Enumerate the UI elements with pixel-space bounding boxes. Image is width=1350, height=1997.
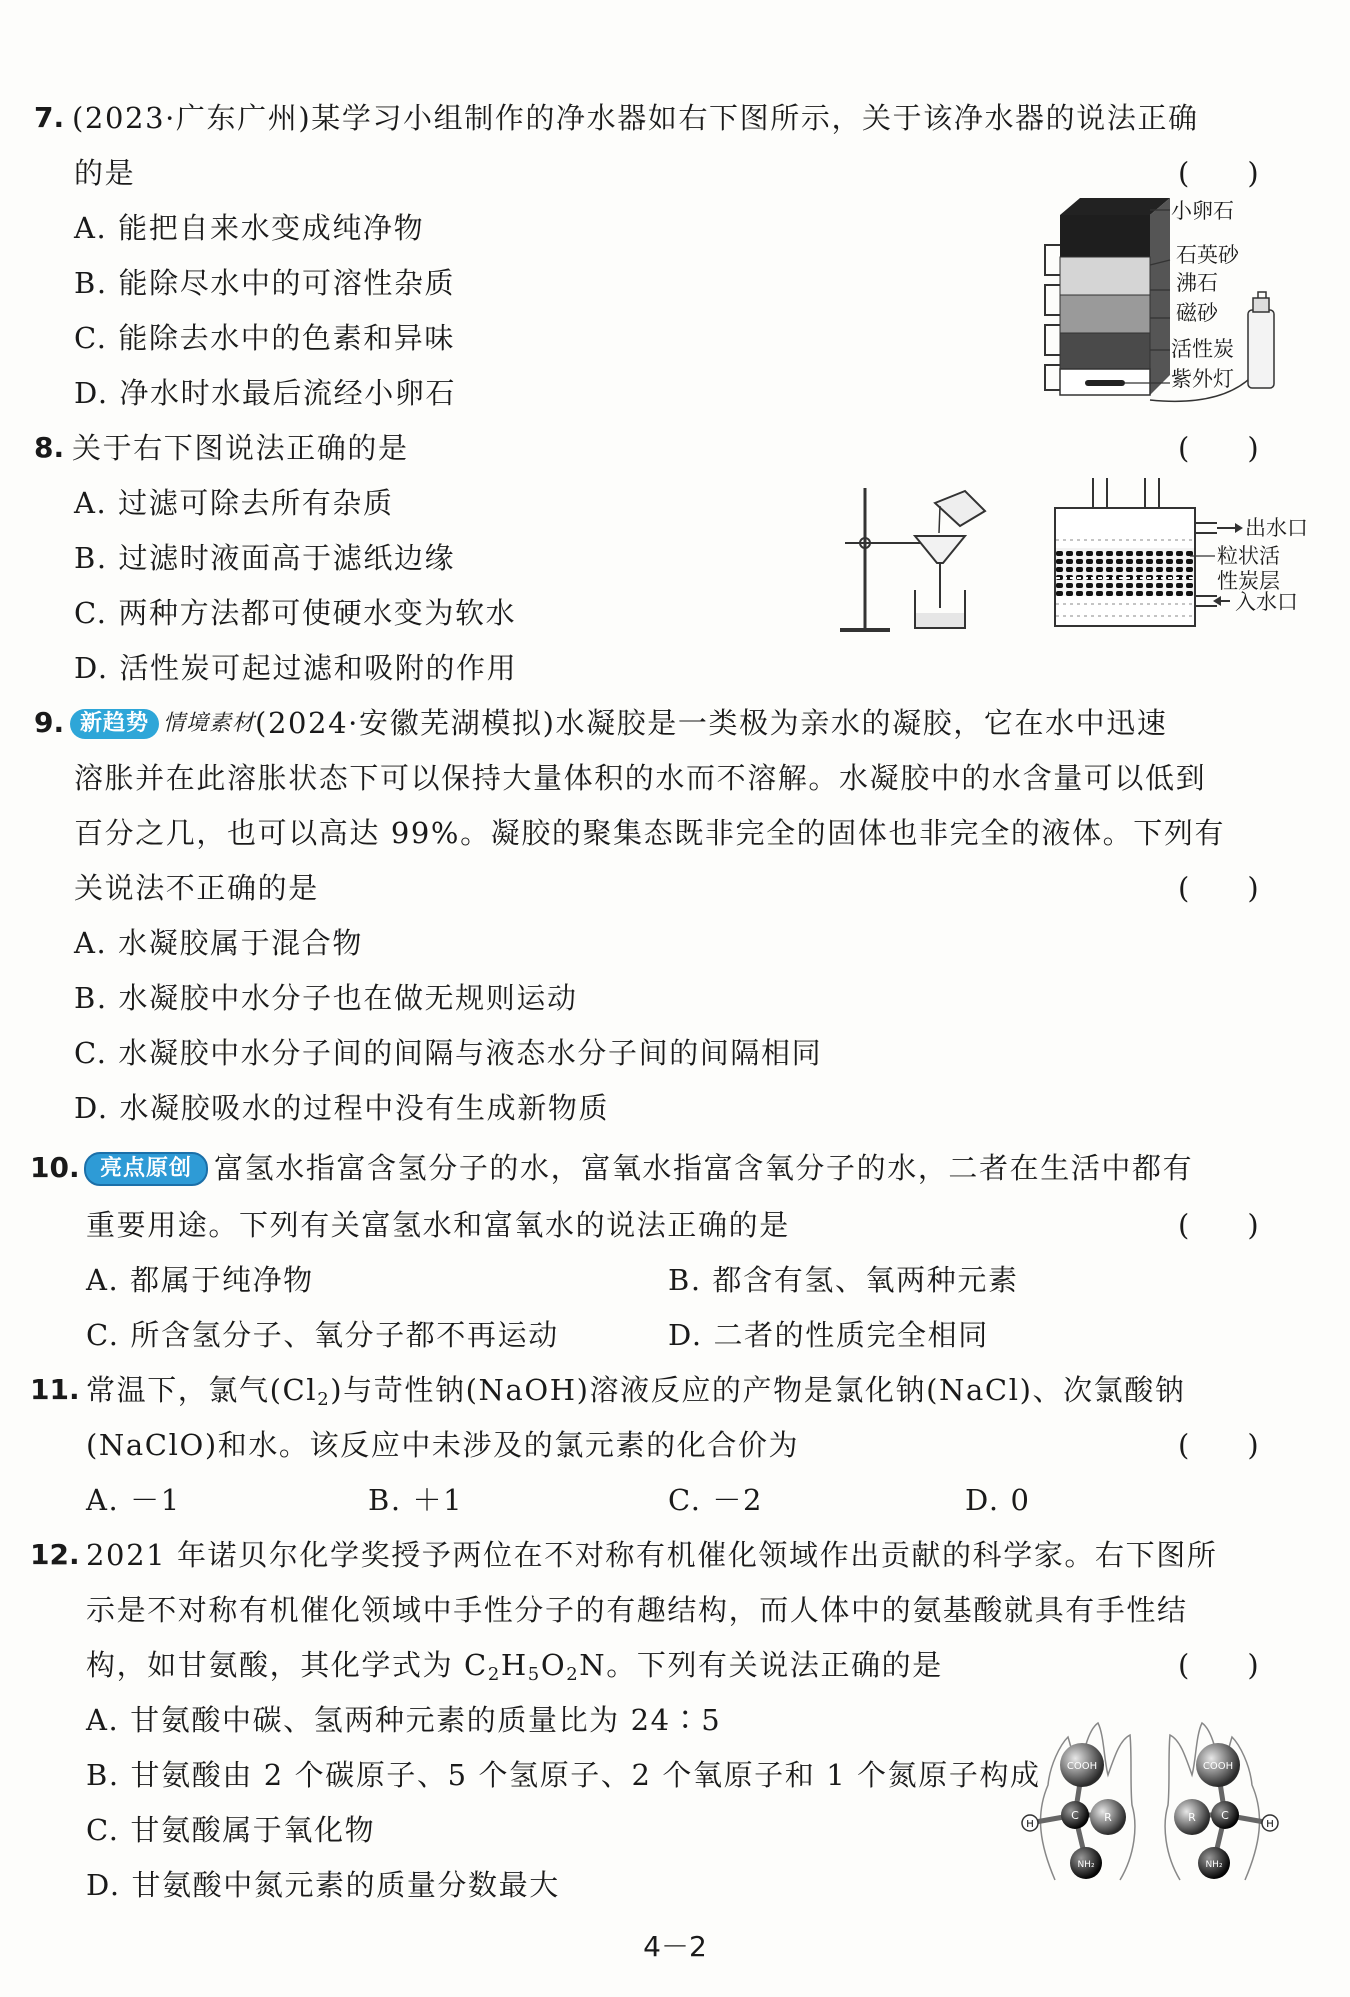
q7-uv-lamp: [1085, 380, 1125, 386]
q7-stem-line1: (2023·广东广州)某学习小组制作的净水器如右下图所示，关于该净水器的说法正确: [72, 101, 1199, 135]
q11-number: 11.: [30, 1373, 80, 1406]
q9-answer-paren: ( ): [1178, 871, 1259, 905]
q12-answer-paren: ( ): [1178, 1648, 1259, 1682]
q12-right-c-label: C: [1221, 1809, 1229, 1822]
q10-stem-line2: 重要用途。下列有关富氢水和富氧水的说法正确的是: [86, 1208, 790, 1242]
q8-label-carbon-2: 性炭层: [1217, 569, 1280, 593]
q11-option-a: A. －1: [86, 1483, 181, 1517]
q9-stem-line2: 溶胀并在此溶胀状态下可以保持大量体积的水而不溶解。水凝胶中的水含量可以低到: [74, 761, 1207, 795]
q11-answer-paren: ( ): [1178, 1428, 1259, 1462]
q12-option-c: C. 甘氨酸属于氧化物: [86, 1813, 376, 1847]
q8-option-d: D. 活性炭可起过滤和吸附的作用: [74, 651, 518, 685]
q11-option-d: D. 0: [965, 1483, 1031, 1517]
q10-option-c: C. 所含氢分子、氧分子都不再运动: [86, 1318, 559, 1352]
q7-bottle: [1248, 310, 1274, 388]
q10-option-b: B. 都含有氢、氧两种元素: [668, 1263, 1019, 1297]
page-number: 4－2: [643, 1930, 707, 1963]
q10-stem-text1: 富氢水指富含氢分子的水，富氧水指富含氧分子的水，二者在生活中都有: [214, 1151, 1194, 1185]
q12-left-r-label: R: [1104, 1811, 1112, 1824]
q7-option-d: D. 净水时水最后流经小卵石: [74, 376, 457, 410]
q10-stem-line1: [84, 1148, 1193, 1188]
q12-number: 12.: [30, 1538, 80, 1571]
q7-pebble-layer: [1060, 215, 1150, 257]
q10-original-badge: 亮点原创: [84, 1152, 208, 1186]
q7-magnetic-sand-layer: [1060, 295, 1150, 333]
q12-sub-c: 2: [487, 1664, 501, 1685]
q9-option-d: D. 水凝胶吸水的过程中没有生成新物质: [74, 1091, 610, 1125]
q12-stem-line3: [86, 1645, 943, 1685]
q7-water-purifier-figure: [1030, 190, 1280, 410]
q11-subscript: 2: [317, 1389, 331, 1410]
q8-label-inlet: 入水口: [1235, 590, 1298, 614]
q9-stem-line1: [70, 703, 1167, 744]
q12-left-nh2-label: NH₂: [1077, 1860, 1095, 1870]
q11-stem-part-b: )与苛性钠(NaOH)溶液反应的产物是氯化钠(NaCl)、次氯酸钠: [330, 1373, 1186, 1407]
q8-option-a: A. 过滤可除去所有杂质: [74, 486, 394, 520]
q7-number: 7.: [34, 101, 65, 134]
q12-stem3-d: N。下列有关说法正确的是: [579, 1648, 943, 1682]
q12-option-d: D. 甘氨酸中氮元素的质量分数最大: [86, 1868, 560, 1902]
q11-stem-line2: (NaClO)和水。该反应中未涉及的氯元素的化合价为: [86, 1428, 800, 1462]
q12-stem-line1: 2021 年诺贝尔化学奖授予两位在不对称有机催化领域作出贡献的科学家。右下图所: [86, 1538, 1218, 1572]
q8-label-outlet: 出水口: [1245, 516, 1308, 540]
q12-right-r-label: R: [1188, 1811, 1196, 1824]
q7-label-magnetic-sand: 磁砂: [1176, 301, 1218, 325]
q9-option-c: C. 水凝胶中水分子间的间隔与液态水分子间的间隔相同: [74, 1036, 823, 1070]
q7-label-pebble: 小卵石: [1171, 199, 1234, 223]
q7-label-uv-lamp: 紫外灯: [1171, 367, 1234, 391]
q8-filtration-apparatus-figure: [835, 478, 995, 638]
q8-pouring-beaker: [935, 491, 985, 526]
q10-option-a: A. 都属于纯净物: [86, 1263, 314, 1297]
q12-left-h-label: H: [1026, 1819, 1034, 1830]
q7-label-zeolite: 沸石: [1176, 271, 1218, 295]
q11-option-c: C. －2: [668, 1483, 764, 1517]
q7-activated-carbon-layer: [1060, 333, 1150, 369]
q8-funnel: [915, 536, 965, 563]
q9-stem-text1: (2024·安徽芜湖模拟)水凝胶是一类极为亲水的凝胶，它在水中迅速: [255, 706, 1168, 740]
q7-stem-line2: 的是: [74, 156, 136, 190]
q12-stem3-b: H: [500, 1648, 528, 1682]
q8-carbon-filter-figure: [1045, 478, 1308, 643]
q12-stem3-c: O: [540, 1648, 567, 1682]
q12-left-c-label: C: [1071, 1809, 1079, 1822]
q12-right-nh2-label: NH₂: [1205, 1860, 1223, 1870]
q10-number: 10.: [30, 1151, 80, 1184]
q7-option-c: C. 能除去水中的色素和异味: [74, 321, 455, 355]
q8-option-c: C. 两种方法都可使硬水变为软水: [74, 596, 517, 630]
q9-number: 9.: [34, 706, 65, 739]
q10-option-d: D. 二者的性质完全相同: [668, 1318, 989, 1352]
q7-quartz-sand-layer: [1060, 257, 1150, 295]
q12-chiral-molecule-figure: [1020, 1715, 1280, 1890]
q11-stem-part-a: 常温下，氯气(Cl: [86, 1373, 318, 1407]
q9-new-trend-badge: 新趋势: [70, 709, 159, 739]
q9-option-b: B. 水凝胶中水分子也在做无规则运动: [74, 981, 578, 1015]
q12-stem3-a: 构，如甘氨酸，其化学式为 C: [86, 1648, 488, 1682]
q9-option-a: A. 水凝胶属于混合物: [74, 926, 363, 960]
q8-stem-line1: 关于右下图说法正确的是: [72, 431, 409, 465]
q10-answer-paren: ( ): [1178, 1208, 1259, 1242]
q12-option-b: B. 甘氨酸由 2 个碳原子、5 个氢原子、2 个氧原子和 1 个氮原子构成: [86, 1758, 1041, 1792]
q8-answer-paren: ( ): [1178, 431, 1259, 465]
q9-context-tag: 情境素材: [163, 711, 256, 736]
q12-left-cooh-label: COOH: [1066, 1761, 1098, 1772]
q7-option-a: A. 能把自来水变成纯净物: [74, 211, 425, 245]
q8-option-b: B. 过滤时液面高于滤纸边缘: [74, 541, 456, 575]
q8-carbon-layer: [1056, 548, 1194, 596]
q11-option-b: B. ＋1: [368, 1483, 464, 1517]
q7-label-activated-carbon: 活性炭: [1171, 337, 1234, 361]
q7-answer-paren: ( ): [1178, 156, 1259, 190]
q12-sub-o: 2: [566, 1664, 580, 1685]
q8-number: 8.: [34, 431, 65, 464]
q12-sub-h: 5: [527, 1664, 541, 1685]
q9-stem-line4: 关说法不正确的是: [74, 871, 319, 905]
q12-right-cooh-label: COOH: [1202, 1761, 1234, 1772]
q11-stem-line1: [86, 1370, 1185, 1410]
q9-stem-line3: 百分之几，也可以高达 99%。凝胶的聚集态既非完全的固体也非完全的液体。下列有: [74, 816, 1226, 850]
q12-option-a: A. 甘氨酸中碳、氢两种元素的质量比为 24∶5: [86, 1703, 722, 1737]
q8-label-carbon-1: 粒状活: [1217, 544, 1280, 568]
q12-stem-line2: 示是不对称有机催化领域中手性分子的有趣结构，而人体中的氨基酸就具有手性结: [86, 1593, 1188, 1627]
q7-option-b: B. 能除尽水中的可溶性杂质: [74, 266, 456, 300]
q7-label-quartz-sand: 石英砂: [1176, 243, 1239, 267]
q12-right-h-label: H: [1266, 1819, 1274, 1830]
